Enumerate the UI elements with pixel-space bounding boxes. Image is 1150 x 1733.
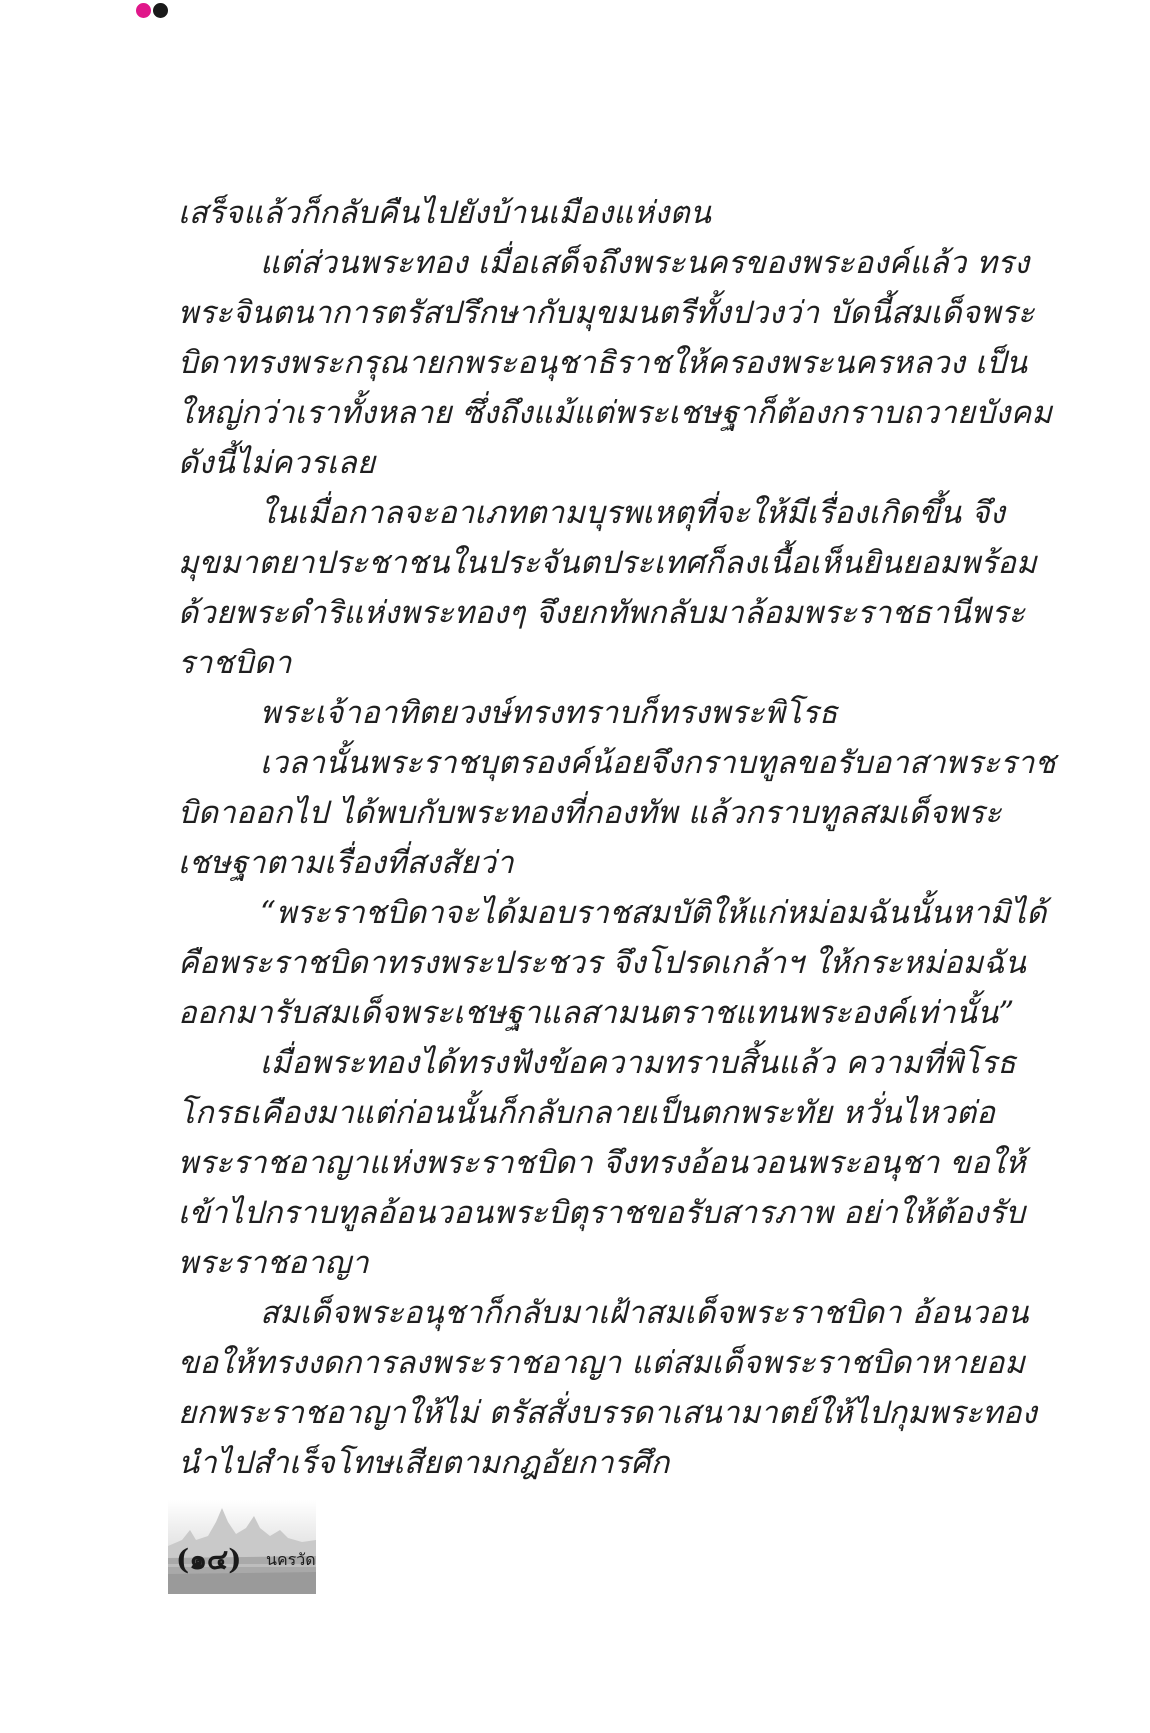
text-line: พระราชอาญาแห่งพระราชบิดา จึงทรงอ้อนวอนพระอนุชา ขอให้ bbox=[178, 1145, 1026, 1181]
black-dot bbox=[153, 3, 168, 18]
pink-dot bbox=[136, 3, 151, 18]
text-line: พระเจ้าอาทิตยวงษ์ทรงทราบก็ทรงพระพิโรธ bbox=[260, 695, 838, 731]
text-line: สมเด็จพระอนุชาก็กลับมาเฝ้าสมเด็จพระราชบิดา อ้อนวอน bbox=[260, 1295, 1029, 1331]
text-line: พระจินตนาการตรัสปรึกษากับมุขมนตรีทั้งปวงว่า บัดนี้สมเด็จพระ bbox=[178, 295, 1035, 331]
text-line: บิดาออกไป ได้พบกับพระทองที่กองทัพ แล้วกราบทูลสมเด็จพระ bbox=[178, 795, 1002, 831]
text-line: ราชบิดา bbox=[178, 645, 292, 681]
text-line: ออกมารับสมเด็จพระเชษฐาแลสามนตราชแทนพระองค์เท่านั้น” bbox=[178, 995, 1015, 1031]
text-line: แต่ส่วนพระทอง เมื่อเสด็จถึงพระนครของพระองค์แล้ว ทรง bbox=[260, 245, 1030, 281]
text-line: เชษฐาตามเรื่องที่สงสัยว่า bbox=[178, 845, 514, 881]
page-number: (๑๔) bbox=[176, 1543, 242, 1576]
text-line: ด้วยพระดำริแห่งพระทองๆ จึงยกทัพกลับมาล้อมพระราชธานีพระ bbox=[178, 595, 1026, 631]
page-footer bbox=[168, 1500, 316, 1594]
book-title: นครวัด bbox=[266, 1550, 316, 1569]
text-line: พระราชอาญา bbox=[178, 1245, 369, 1281]
text-line: บิดาทรงพระกรุณายกพระอนุชาธิราชให้ครองพระนครหลวง เป็น bbox=[178, 345, 1028, 381]
header-dots bbox=[136, 3, 168, 18]
text-line: ขอให้ทรงงดการลงพระราชอาญา แต่สมเด็จพระราชบิดาหายอม bbox=[178, 1345, 1026, 1381]
text-line: โกรธเคืองมาแต่ก่อนนั้นก็กลับกลายเป็นตกพระทัย หวั่นไหวต่อ bbox=[178, 1095, 996, 1131]
text-line: ดังนี้ไม่ควรเลย bbox=[178, 445, 376, 481]
text-line: เสร็จแล้วก็กลับคืนไปยังบ้านเมืองแห่งตน bbox=[178, 195, 712, 231]
text-line: ยกพระราชอาญาให้ไม่ ตรัสสั่งบรรดาเสนามาตย์ให้ไปกุมพระทอง bbox=[178, 1395, 1037, 1431]
text-line: ใหญ่กว่าเราทั้งหลาย ซึ่งถึงแม้แต่พระเชษฐาก็ต้องกราบถวายบังคม bbox=[178, 395, 1053, 431]
text-line: “พระราชบิดาจะได้มอบราชสมบัติให้แก่หม่อมฉันนั้นหามิได้ bbox=[260, 895, 1047, 931]
text-line: มุขมาตยาประชาชนในประจันตประเทศก็ลงเนื้อเห็นยินยอมพร้อม bbox=[178, 545, 1037, 581]
text-line: เมื่อพระทองได้ทรงฟังข้อความทราบสิ้นแล้ว ความที่พิโรธ bbox=[260, 1045, 1017, 1081]
text-line: คือพระราชบิดาทรงพระประชวร จึงโปรดเกล้าฯ ให้กระหม่อมฉัน bbox=[178, 945, 1027, 981]
text-line: เข้าไปกราบทูลอ้อนวอนพระบิตุราชขอรับสารภาพ อย่าให้ต้องรับ bbox=[178, 1195, 1026, 1231]
text-line: ในเมื่อกาลจะอาเภทตามบุรพเหตุที่จะให้มีเรื่องเกิดขึ้น จึง bbox=[260, 495, 1006, 531]
body-text bbox=[178, 188, 1056, 1488]
text-line: เวลานั้นพระราชบุตรองค์น้อยจึงกราบทูลขอรับอาสาพระราช bbox=[260, 745, 1056, 781]
text-line: นำไปสำเร็จโทษเสียตามกฎอัยการศึก bbox=[178, 1445, 670, 1481]
